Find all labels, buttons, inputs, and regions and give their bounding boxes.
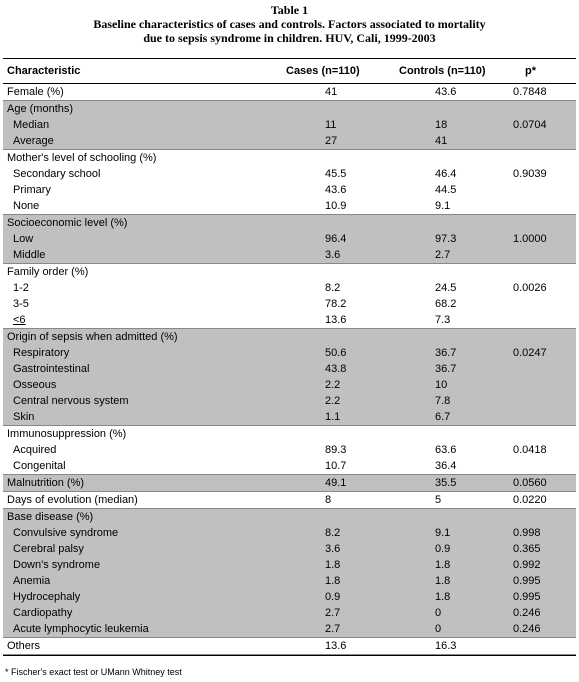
row-group [3, 329, 576, 426]
p-value: 0.0704 [513, 119, 547, 131]
footnote: * Fischer's exact test or UMann Whitney test [5, 667, 182, 677]
row-label: Origin of sepsis when admitted (%) [7, 331, 178, 343]
table-row [3, 458, 576, 474]
header-cases: Cases (n=110) [286, 65, 360, 77]
header-p: p* [525, 65, 536, 77]
table-row [3, 296, 576, 312]
row-label: <6 [13, 314, 26, 326]
table-body [3, 84, 576, 655]
table-row [3, 345, 576, 361]
table-row [3, 409, 576, 425]
cases-value: 96.4 [325, 233, 347, 245]
table-row [3, 426, 576, 442]
controls-value: 44.5 [435, 184, 457, 196]
table-row [3, 84, 576, 100]
row-group [3, 150, 576, 215]
p-value: 1.0000 [513, 233, 547, 245]
row-group [3, 264, 576, 329]
controls-value: 9.1 [435, 527, 451, 539]
p-value: 0.7848 [513, 86, 547, 98]
table-row [3, 264, 576, 280]
controls-value: 7.3 [435, 314, 451, 326]
table-row [3, 557, 576, 573]
cases-value: 2.7 [325, 623, 341, 635]
p-value: 0.995 [513, 575, 541, 587]
header-characteristic: Characteristic [7, 65, 81, 77]
row-label: Malnutrition (%) [7, 477, 85, 489]
cases-value: 2.7 [325, 607, 341, 619]
cases-value: 41 [325, 86, 338, 98]
row-label: 1-2 [13, 282, 29, 294]
cases-value: 1.8 [325, 575, 341, 587]
controls-value: 63.6 [435, 444, 457, 456]
table-row [3, 280, 576, 296]
table-title-line-1: Baseline characteristics of cases and controls. Factors associated to mortality [93, 17, 486, 31]
controls-value: 9.1 [435, 200, 451, 212]
row-label: Acquired [13, 444, 57, 456]
row-group [3, 475, 576, 492]
cases-value: 8 [325, 494, 332, 506]
row-label: Female (%) [7, 86, 64, 98]
p-value: 0.246 [513, 607, 541, 619]
row-label: Gastrointestinal [13, 363, 90, 375]
header-controls: Controls (n=110) [399, 65, 486, 77]
row-label: Respiratory [13, 347, 70, 359]
row-group [3, 509, 576, 638]
table-row [3, 231, 576, 247]
row-label: Congenital [13, 460, 66, 472]
cases-value: 43.8 [325, 363, 347, 375]
cases-value: 8.2 [325, 527, 341, 539]
row-label: Average [13, 135, 54, 147]
controls-value: 68.2 [435, 298, 457, 310]
cases-value: 2.2 [325, 395, 341, 407]
cases-value: 13.6 [325, 640, 347, 652]
cases-value: 10.7 [325, 460, 347, 472]
controls-value: 10 [435, 379, 448, 391]
row-label: Cerebral palsy [13, 543, 84, 555]
row-label: Osseous [13, 379, 57, 391]
table-row [3, 442, 576, 458]
table-row [3, 621, 576, 637]
cases-value: 89.3 [325, 444, 347, 456]
row-group [3, 215, 576, 264]
table-row [3, 589, 576, 605]
p-value: 0.0560 [513, 477, 547, 489]
controls-value: 46.4 [435, 168, 457, 180]
row-label: Down's syndrome [13, 559, 101, 571]
row-label: Hydrocephaly [13, 591, 81, 603]
row-label: Central nervous system [13, 395, 129, 407]
controls-value: 97.3 [435, 233, 457, 245]
p-value: 0.365 [513, 543, 541, 555]
table-row [3, 605, 576, 621]
p-value: 0.0418 [513, 444, 547, 456]
controls-value: 16.3 [435, 640, 457, 652]
table-row [3, 393, 576, 409]
table-row [3, 541, 576, 557]
cases-value: 13.6 [325, 314, 347, 326]
bottom-rule [3, 655, 576, 656]
row-label: Median [13, 119, 50, 131]
controls-value: 7.8 [435, 395, 451, 407]
table-title-line-2: due to sepsis syndrome in children. HUV, Cali, 1999-2003 [143, 31, 436, 45]
row-label: 3-5 [13, 298, 29, 310]
p-value: 0.0220 [513, 494, 547, 506]
controls-value: 0.9 [435, 543, 451, 555]
table-row [3, 573, 576, 589]
controls-value: 24.5 [435, 282, 457, 294]
row-label: Family order (%) [7, 266, 89, 278]
p-value: 0.0247 [513, 347, 547, 359]
row-label: Acute lymphocytic leukemia [13, 623, 149, 635]
row-label: Cardiopathy [13, 607, 73, 619]
controls-value: 43.6 [435, 86, 457, 98]
row-group [3, 84, 576, 101]
characteristics-table [3, 58, 576, 656]
controls-value: 36.7 [435, 347, 457, 359]
row-group [3, 492, 576, 509]
p-value: 0.9039 [513, 168, 547, 180]
cases-value: 3.6 [325, 543, 341, 555]
table-row [3, 329, 576, 345]
controls-value: 0 [435, 623, 442, 635]
table-row [3, 166, 576, 182]
table-number: Table 1 [270, 3, 309, 17]
table-row [3, 133, 576, 149]
controls-value: 5 [435, 494, 442, 506]
table-row [3, 215, 576, 231]
row-label: Mother's level of schooling (%) [7, 152, 157, 164]
controls-value: 18 [435, 119, 448, 131]
row-label: Primary [13, 184, 51, 196]
controls-value: 35.5 [435, 477, 457, 489]
cases-value: 27 [325, 135, 338, 147]
controls-value: 36.4 [435, 460, 457, 472]
row-label: Days of evolution (median) [7, 494, 138, 506]
row-label: Socioeconomic level (%) [7, 217, 128, 229]
row-label: Anemia [13, 575, 51, 587]
controls-value: 1.8 [435, 559, 451, 571]
controls-value: 6.7 [435, 411, 451, 423]
p-value: 0.246 [513, 623, 541, 635]
table-row [3, 361, 576, 377]
table-row [3, 525, 576, 541]
controls-value: 1.8 [435, 591, 451, 603]
controls-value: 1.8 [435, 575, 451, 587]
table-row [3, 492, 576, 508]
row-label: Base disease (%) [7, 511, 94, 523]
cases-value: 10.9 [325, 200, 347, 212]
cases-value: 78.2 [325, 298, 347, 310]
table-header [3, 59, 576, 83]
row-label: Skin [13, 411, 35, 423]
row-group [3, 426, 576, 475]
row-label: Secondary school [13, 168, 101, 180]
table-row [3, 182, 576, 198]
cases-value: 2.2 [325, 379, 341, 391]
cases-value: 1.1 [325, 411, 341, 423]
table-row [3, 117, 576, 133]
table-row [3, 101, 576, 117]
cases-value: 3.6 [325, 249, 341, 261]
controls-value: 2.7 [435, 249, 451, 261]
table-row [3, 150, 576, 166]
row-group [3, 638, 576, 655]
cases-value: 11 [325, 119, 337, 131]
row-group [3, 101, 576, 150]
cases-value: 0.9 [325, 591, 341, 603]
cases-value: 1.8 [325, 559, 341, 571]
cases-value: 45.5 [325, 168, 347, 180]
p-value: 0.992 [513, 559, 541, 571]
row-label: Immunosuppression (%) [7, 428, 127, 440]
table-row [3, 247, 576, 263]
cases-value: 8.2 [325, 282, 341, 294]
cases-value: 43.6 [325, 184, 347, 196]
table-row [3, 509, 576, 525]
p-value: 0.995 [513, 591, 541, 603]
row-label: Low [13, 233, 34, 245]
table-row [3, 198, 576, 214]
table-row [3, 377, 576, 393]
row-label: None [13, 200, 40, 212]
table-caption [0, 3, 579, 45]
row-label: Others [7, 640, 41, 652]
controls-value: 41 [435, 135, 448, 147]
cases-value: 50.6 [325, 347, 347, 359]
row-label: Convulsive syndrome [13, 527, 119, 539]
table-row [3, 312, 576, 328]
cases-value: 49.1 [325, 477, 347, 489]
p-value: 0.0026 [513, 282, 547, 294]
table-row [3, 638, 576, 654]
row-label: Middle [13, 249, 46, 261]
row-label: Age (months) [7, 103, 74, 115]
table-row [3, 475, 576, 491]
controls-value: 36.7 [435, 363, 457, 375]
controls-value: 0 [435, 607, 442, 619]
p-value: 0.998 [513, 527, 541, 539]
